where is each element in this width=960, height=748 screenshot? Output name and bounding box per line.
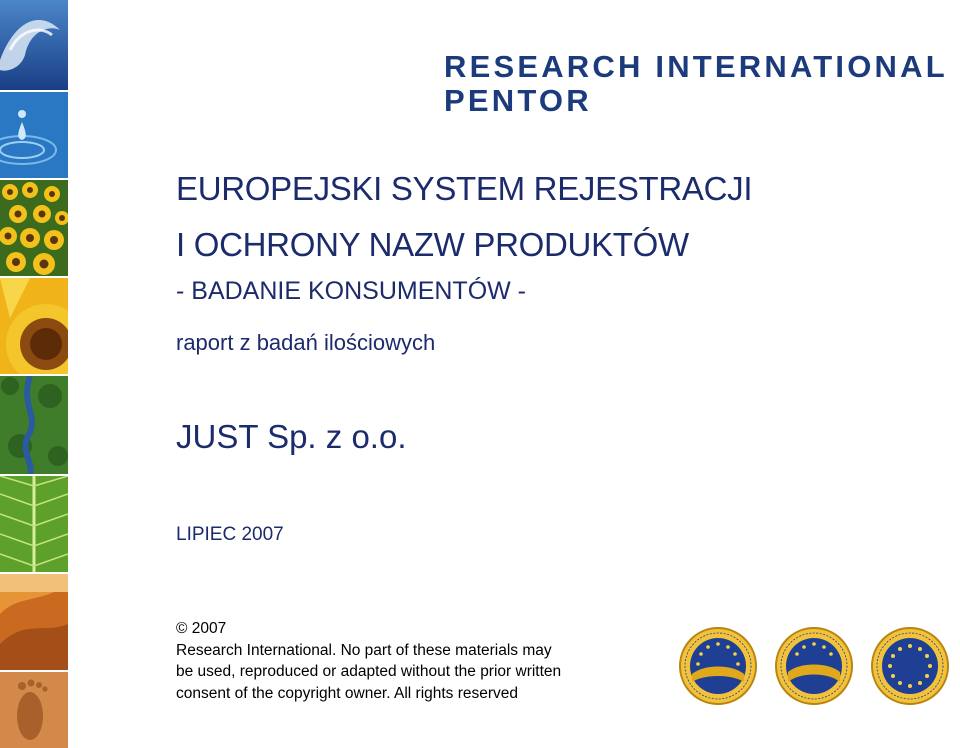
eu-quality-seals bbox=[676, 626, 956, 706]
logo-line-2: PENTOR bbox=[444, 83, 592, 118]
copyright-line-3: consent of the copyright owner. All rights reserved bbox=[176, 684, 519, 702]
pgi-seal-icon bbox=[772, 626, 856, 706]
desert-dunes-image bbox=[0, 574, 68, 670]
forest-river-image bbox=[0, 376, 68, 474]
copyright-notice bbox=[176, 618, 646, 704]
pdo-seal-icon bbox=[676, 626, 760, 706]
copyright-line-1: Research International. No part of these materials may bbox=[176, 641, 552, 659]
report-date: LIPIEC 2007 bbox=[176, 524, 284, 545]
green-leaf-image bbox=[0, 476, 68, 572]
logo-line-1: RESEARCH INTERNATIONAL bbox=[444, 49, 948, 84]
sunflowers-image bbox=[0, 180, 68, 276]
title-line-1: EUROPEJSKI SYSTEM REJESTRACJI bbox=[176, 170, 753, 207]
report-type: raport z badań ilościowych bbox=[176, 330, 436, 355]
image-strip bbox=[0, 0, 68, 748]
footprint-sand-image bbox=[0, 672, 68, 748]
water-drop-image bbox=[0, 92, 68, 178]
copyright-year: © 2007 bbox=[176, 620, 227, 637]
copyright-line-2: be used, reproduced or adapted without the prior written bbox=[176, 663, 562, 680]
sunflower-closeup-image bbox=[0, 278, 68, 374]
company-name: JUST Sp. z o.o. bbox=[176, 418, 407, 455]
title-line-2: I OCHRONY NAZW PRODUKTÓW bbox=[176, 226, 689, 263]
water-wave-image bbox=[0, 0, 68, 90]
research-international-pentor-logo bbox=[444, 49, 948, 118]
tsg-seal-icon bbox=[868, 626, 952, 706]
subtitle: - BADANIE KONSUMENTÓW - bbox=[176, 277, 527, 305]
